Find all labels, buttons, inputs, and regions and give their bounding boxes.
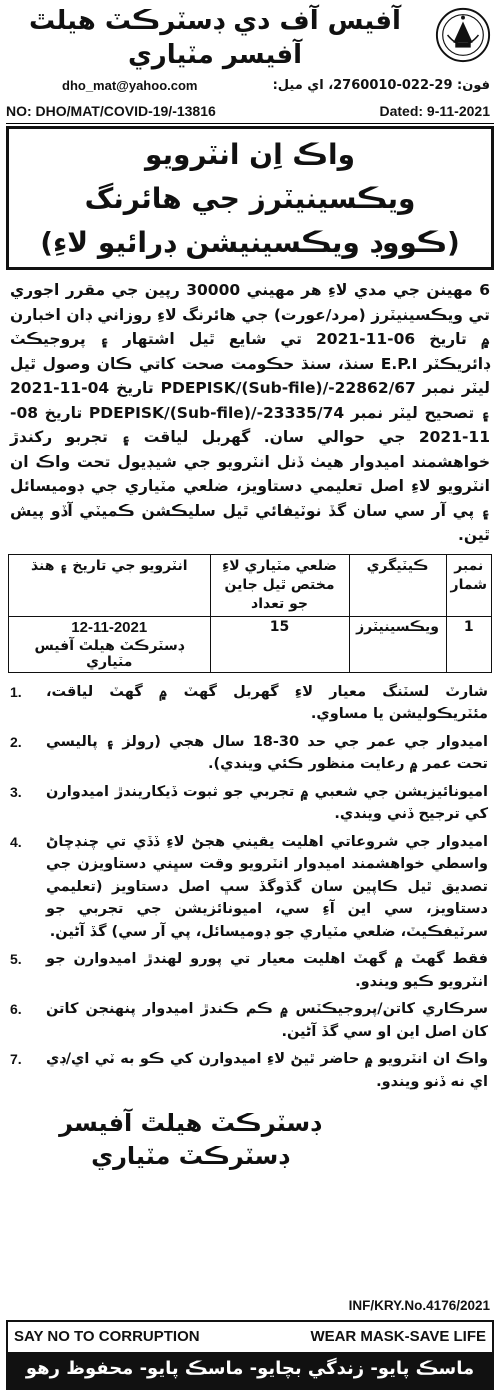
- advertisement-page: [6, 4, 494, 1384]
- government-seal-icon: [434, 6, 492, 64]
- list-item: [6, 948, 494, 993]
- item-text: واڪ ان انٽرويو ۾ حاضر ٿيڻ لاءِ اميدوارن کي ڪو به ٽي اي/ڊي اي نه ڏنو ويندو.: [46, 1051, 488, 1090]
- reference-line: [6, 99, 494, 124]
- list-item: [6, 831, 494, 944]
- headline-line-1: واڪ اِن انٽرويو: [144, 138, 356, 171]
- item-number: 1.: [10, 683, 22, 700]
- header: [6, 4, 494, 99]
- signature-block: [6, 1107, 494, 1173]
- email-link[interactable]: dho_mat@yahoo.com: [62, 78, 198, 93]
- office-title: آفيس آف دي ڊسٽرڪٽ هيلٿ: [29, 6, 401, 36]
- item-number: 7.: [10, 1051, 22, 1067]
- item-text: سرڪاري کاتن/پروجيڪٽس ۾ ڪم ڪندڙ اميدوار پنهنجن کاتن کان اصل اين او سي گڏ آڻين.: [46, 1001, 488, 1040]
- item-number: 5.: [10, 951, 22, 967]
- interview-venue: ڊسٽرڪٽ هيلٿ آفيس مٽياري: [34, 637, 184, 670]
- contact-line: [6, 76, 494, 98]
- item-text: اميدوار جي شروعاتي اهليت يقيني هجڻ لاءِ ڏڏي تي چنڊچاڻ واسطي خواهشمند اميدوار انٽرويو وقت سڀني دستاويزن جي تصديق ٿيل ڪاپين سان گڏوگڏ سڀ اصل دستاويز (تعليمي دستاويز، سي اين آءِ سي، اميونائزيشن جي تجربي جو سرٽيفڪيٽ، ضلعي مٽياري جو ڊوميسائل، پي آر سي) گڏ آڻين.: [46, 833, 488, 940]
- cell-category: ويڪسينيٽرز: [349, 616, 446, 672]
- header-category: ڪيٽيگري: [349, 554, 446, 616]
- reference-number: NO: DHO/MAT/COVID-19/-13816: [6, 103, 216, 119]
- item-number: 3.: [10, 783, 22, 800]
- item-number: 2.: [10, 733, 22, 750]
- list-item: [6, 781, 494, 826]
- cell-date-venue: [9, 616, 211, 672]
- headline-line-3: (ڪووڊ ويڪسينيشن ڊرائيو لاءِ): [40, 226, 460, 259]
- item-text: شارٽ لسٽنگ معيار لاءِ گهربل گهٽ ۾ گهٽ لياقت، مئٽريڪوليشن يا مساوي.: [46, 683, 488, 722]
- phone-text: فون: 29-022-2760010، اي ميل:: [272, 78, 490, 93]
- header-date-venue: انٽرويو جي تاريخ ۽ هنڌ: [9, 554, 211, 616]
- slogan-box: [6, 1320, 494, 1390]
- signature-line-1: ڊسٽرڪٽ هيلٿ آفيسر: [59, 1109, 321, 1137]
- list-item: [6, 731, 494, 776]
- table-header-row: [9, 554, 492, 616]
- interview-table: [8, 554, 492, 673]
- list-item: [6, 1048, 494, 1093]
- cell-sno: 1: [446, 616, 491, 672]
- headline-box: [6, 126, 494, 270]
- slogan-right: WEAR MASK-SAVE LIFE: [310, 1328, 486, 1345]
- inf-number: INF/KRY.No.4176/2021: [348, 1298, 490, 1313]
- item-text: اميدوار جي عمر جي حد 30-18 سال هجي (رولز ۽ پاليسي تحت عمر ۾ رعايت منظور ڪئي ويندي).: [46, 733, 489, 772]
- headline-line-2: ويڪسينيٽرز جي هائرنگ: [84, 182, 416, 215]
- conditions-list: [6, 681, 494, 1094]
- header-sno: نمبر شمار: [446, 554, 491, 616]
- item-number: 4.: [10, 833, 22, 850]
- office-subtitle: آفيسر مٽياري: [127, 40, 303, 70]
- slogan-bottom: ماسڪ پايو- زندگي بچايو- ماسڪ پايو- محفوظ رهو: [8, 1352, 492, 1388]
- interview-date: 12-11-2021: [71, 618, 148, 636]
- item-number: 6.: [10, 1001, 22, 1017]
- slogan-row: [8, 1322, 492, 1354]
- item-text: فقط گهٽ ۾ گهٽ اهليت معيار تي پورو لهندڙ اميدوارن جو انٽرويو ڪيو ويندو.: [46, 951, 488, 990]
- table-row: [9, 616, 492, 672]
- signature-line-2: ڊسٽرڪٽ مٽياري: [91, 1142, 289, 1170]
- date-text: Dated: 9-11-2021: [379, 103, 490, 119]
- header-posts: ضلعي مٽياري لاءِ مختص ٿيل جاين جو تعداد: [210, 554, 349, 616]
- list-item: [6, 998, 494, 1043]
- slogan-left: SAY NO TO CORRUPTION: [14, 1328, 200, 1345]
- body-paragraph: 6 مهينن جي مدي لاءِ هر مهيني 30000 رپين جي مقرر اجوري تي ويڪسينيٽرز (مرد/عورت) جي هائرنگ لاءِ روزاني ڊان اخبارن ۾ تاريخ 06-11-2021 تي شايع ٿيل اشتهار ۽ پروجيڪٽ ڊائريڪٽر E.P.I سنڌ، سنڌ حڪومت صحت کاتي ڪان وصول ٿيل ليٽر نمبر PDEPISK/(Sub-file)/-22862/67 تاريخ 04-11-2021 ۽ تصحيح ليٽر نمبر PDEPISK/(Sub-file)/-23335/74 تاريخ 08-11-2021 جي حوالي سان. گهربل لياقت ۽ تجربو رکندڙ خواهشمند اميدوار هيٺ ڏنل انٽرويو جي شيڊيول تحت واڪ ان انٽرويو لاءِ اصل تعليمي دستاويز، ضلعي مٽياري جي ڊوميسائل ۽ پي آر سي سان گڏ نوٽيفائي ٿيل سليڪشن ڪميٽي آڏو پيش ٿين.: [10, 281, 491, 544]
- item-text: اميونائيزيشن جي شعبي ۾ تجربي جو ثبوت ڏيکاريندڙ اميدوارن کي ترجيح ڏني ويندي.: [46, 783, 488, 822]
- cell-posts: 15: [210, 616, 349, 672]
- list-item: [6, 681, 494, 726]
